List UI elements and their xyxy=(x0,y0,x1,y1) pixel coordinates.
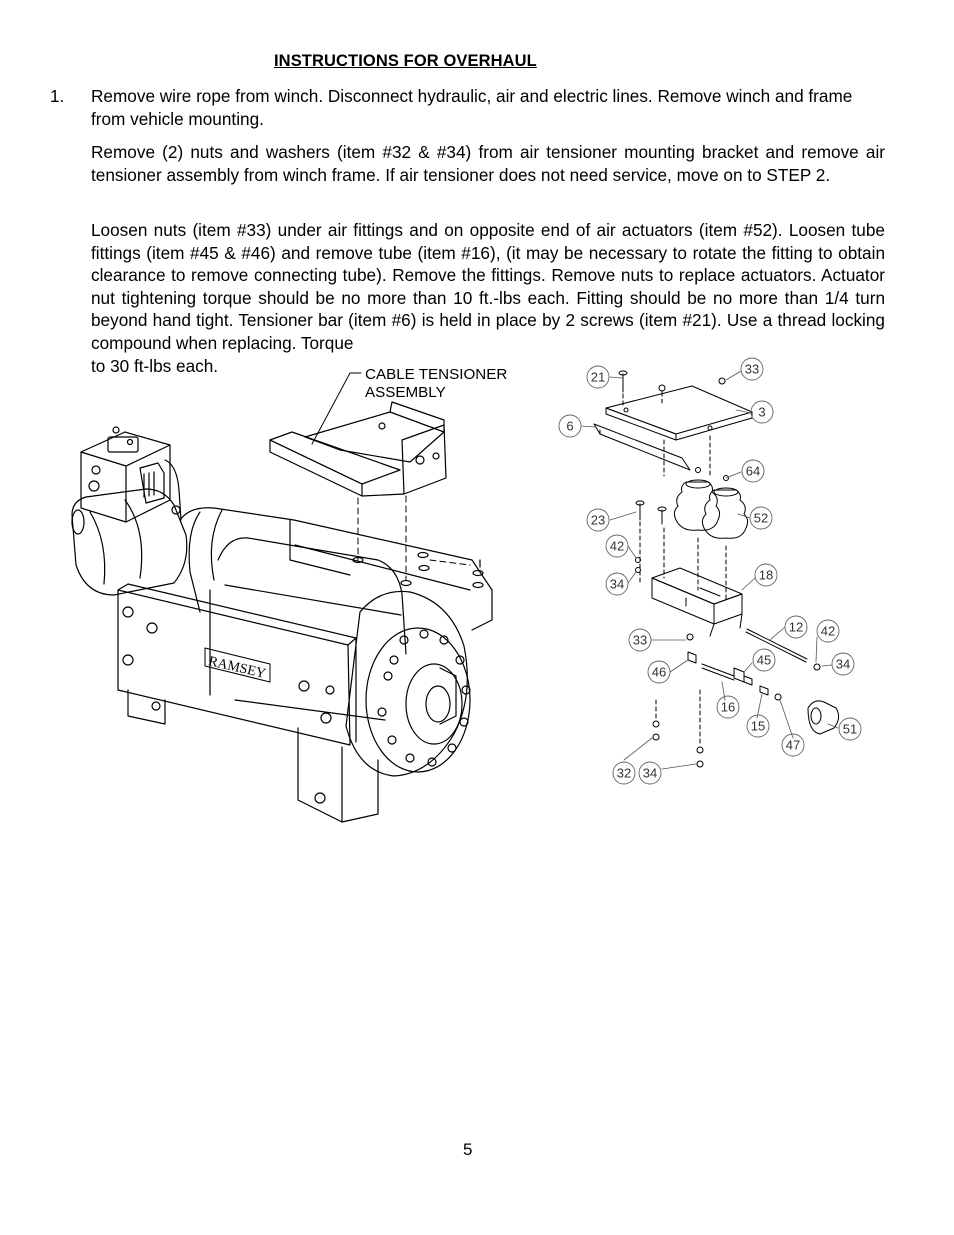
part-label xyxy=(782,734,804,756)
part-label xyxy=(751,401,773,423)
part-label xyxy=(606,573,628,595)
tensioner-exploded-parts xyxy=(594,371,839,767)
svg-text:16: 16 xyxy=(720,699,736,715)
svg-text:34: 34 xyxy=(642,765,658,781)
step-paragraph-3-end: to 30 ft-lbs each. xyxy=(91,355,219,376)
part-label xyxy=(613,762,635,784)
part-label xyxy=(587,366,609,388)
svg-text:64: 64 xyxy=(745,463,761,479)
part-label xyxy=(648,661,670,683)
section-heading: INSTRUCTIONS FOR OVERHAUL xyxy=(274,52,537,70)
air-actuators xyxy=(674,468,747,539)
svg-text:33: 33 xyxy=(744,361,760,377)
part-label xyxy=(639,762,661,784)
part-label xyxy=(587,509,609,531)
part-label xyxy=(559,415,581,437)
part-label xyxy=(629,629,651,651)
step-paragraph-3-body: Loosen nuts (item #33) under air fittings and on opposite end of air actuators (item #52). Loosen tube fittings (item #45 & #46) and remove tube (item #16), (it may be necessary to rotate the fitting to obtain clearance to remove connecting tube). Remove the fittings. Remove nuts to replace actuators. Actuator nut tightening torque should be no more than 10 ft.-lbs each. Fitting should be no more than 1/4 turn beyond hand tight. Tensioner bar (item #6) is held in place by 2 screws (item #21). Use a thread locking compound when replacing. Torque xyxy=(91,220,885,353)
svg-text:52: 52 xyxy=(753,510,769,526)
brand-plate: RAMSEY xyxy=(206,654,268,682)
svg-text:34: 34 xyxy=(835,656,851,672)
part-label xyxy=(839,718,861,740)
page-number: 5 xyxy=(463,1140,473,1159)
svg-text:23: 23 xyxy=(590,512,606,528)
svg-text:6: 6 xyxy=(566,418,574,434)
part-label xyxy=(750,507,772,529)
part-label xyxy=(742,460,764,482)
part-label xyxy=(606,535,628,557)
svg-text:51: 51 xyxy=(842,721,858,737)
part-label xyxy=(717,696,739,718)
winch-side-frame xyxy=(118,584,378,822)
step-paragraph-1: Remove wire rope from winch. Disconnect hydraulic, air and electric lines. Remove winch and frame from vehicle mounting. xyxy=(91,86,853,129)
part-label xyxy=(747,715,769,737)
svg-text:18: 18 xyxy=(758,567,774,583)
winch-assembly xyxy=(72,402,492,822)
mounting-bracket xyxy=(652,568,742,636)
svg-text:42: 42 xyxy=(820,623,836,639)
part-label xyxy=(741,358,763,380)
part-label xyxy=(832,653,854,675)
svg-text:45: 45 xyxy=(756,652,772,668)
hydraulic-motor xyxy=(72,489,187,595)
svg-text:47: 47 xyxy=(785,737,801,753)
svg-text:21: 21 xyxy=(590,369,606,385)
svg-text:12: 12 xyxy=(788,619,804,635)
valve-block xyxy=(81,427,181,522)
svg-text:3: 3 xyxy=(758,404,766,420)
step-number: 1. xyxy=(50,86,65,106)
part-label xyxy=(753,649,775,671)
part-label xyxy=(785,616,807,638)
svg-text:33: 33 xyxy=(632,632,648,648)
part-label xyxy=(817,620,839,642)
svg-text:42: 42 xyxy=(609,538,625,554)
svg-text:34: 34 xyxy=(609,576,625,592)
svg-text:46: 46 xyxy=(651,664,667,680)
callout-line-2: ASSEMBLY xyxy=(365,384,446,401)
step-paragraph-2: Remove (2) nuts and washers (item #32 & #34) from air tensioner mounting bracket and remove air tensioner assembly from winch frame. If air tensioner does not need service, move on to STEP 2. xyxy=(91,142,885,185)
part-label xyxy=(755,564,777,586)
part-label-balloons xyxy=(559,358,861,784)
svg-text:32: 32 xyxy=(616,765,632,781)
callout-line-1: CABLE TENSIONER xyxy=(365,366,508,383)
svg-text:15: 15 xyxy=(750,718,766,734)
